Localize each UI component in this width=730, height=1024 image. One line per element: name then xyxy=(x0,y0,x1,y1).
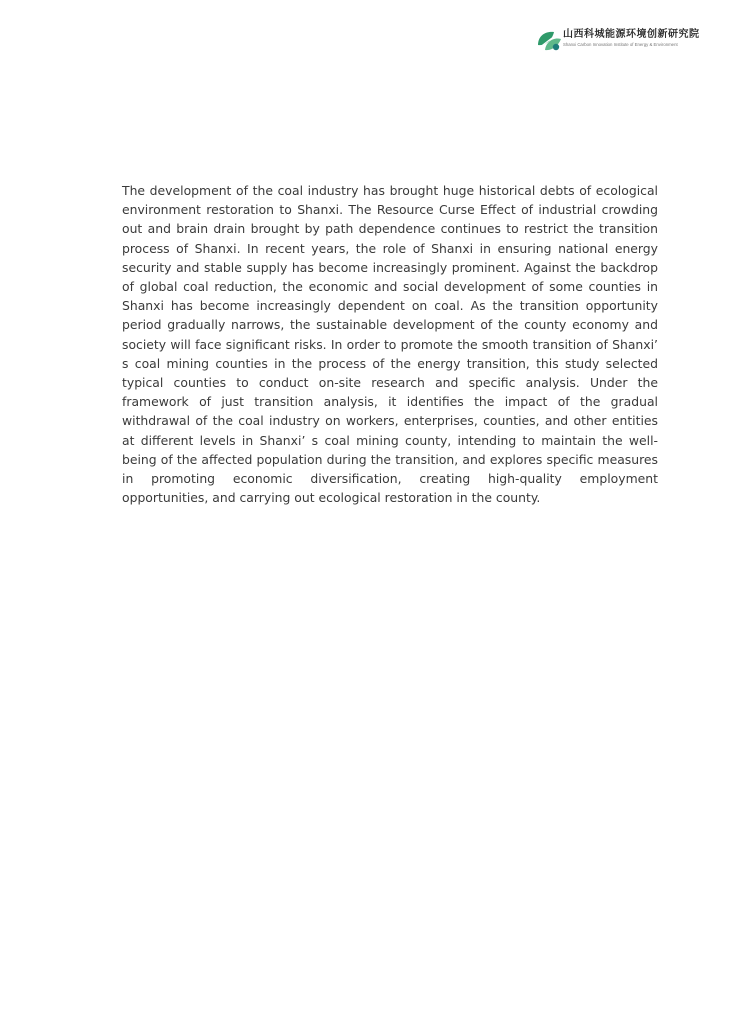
institute-name-english: Shanxi Carbon Innovation Institute of Energy & Environment xyxy=(563,42,678,47)
logo-text xyxy=(563,29,703,48)
leaf-logo-icon xyxy=(535,26,563,54)
abstract-paragraph: The development of the coal industry has brought huge historical debts of ecological environment restoration to Shanxi. The Resource Curse Effect of industrial crowding out and brain drain brought by path dependence continues to restrict the transition process of Shanxi. In recent years, the role of Shanxi in ensuring national energy security and stable supply has become increasingly prominent. Against the backdrop of global coal reduction, the economic and social development of some counties in Shanxi has become increasingly dependent on coal. As the transition opportunity period gradually narrows, the sustainable development of the county economy and society will face significant risks. In order to promote the smooth transition of Shanxi’ s coal mining counties in the process of the energy transition, this study selected typical counties to conduct on-site research and specific analysis. Under the framework of just transition analysis, it identifies the impact of the gradual withdrawal of the coal industry on workers, enterprises, counties, and other entities at different levels in Shanxi’ s coal mining county, intending to maintain the well-being of the affected population during the transition, and explores specific measures in promoting economic diversification, creating high-quality employment opportunities, and carrying out ecological restoration in the county. xyxy=(122,183,658,506)
institute-name-chinese: 山西科城能源环境创新研究院 xyxy=(563,29,700,40)
institute-logo xyxy=(535,26,700,56)
